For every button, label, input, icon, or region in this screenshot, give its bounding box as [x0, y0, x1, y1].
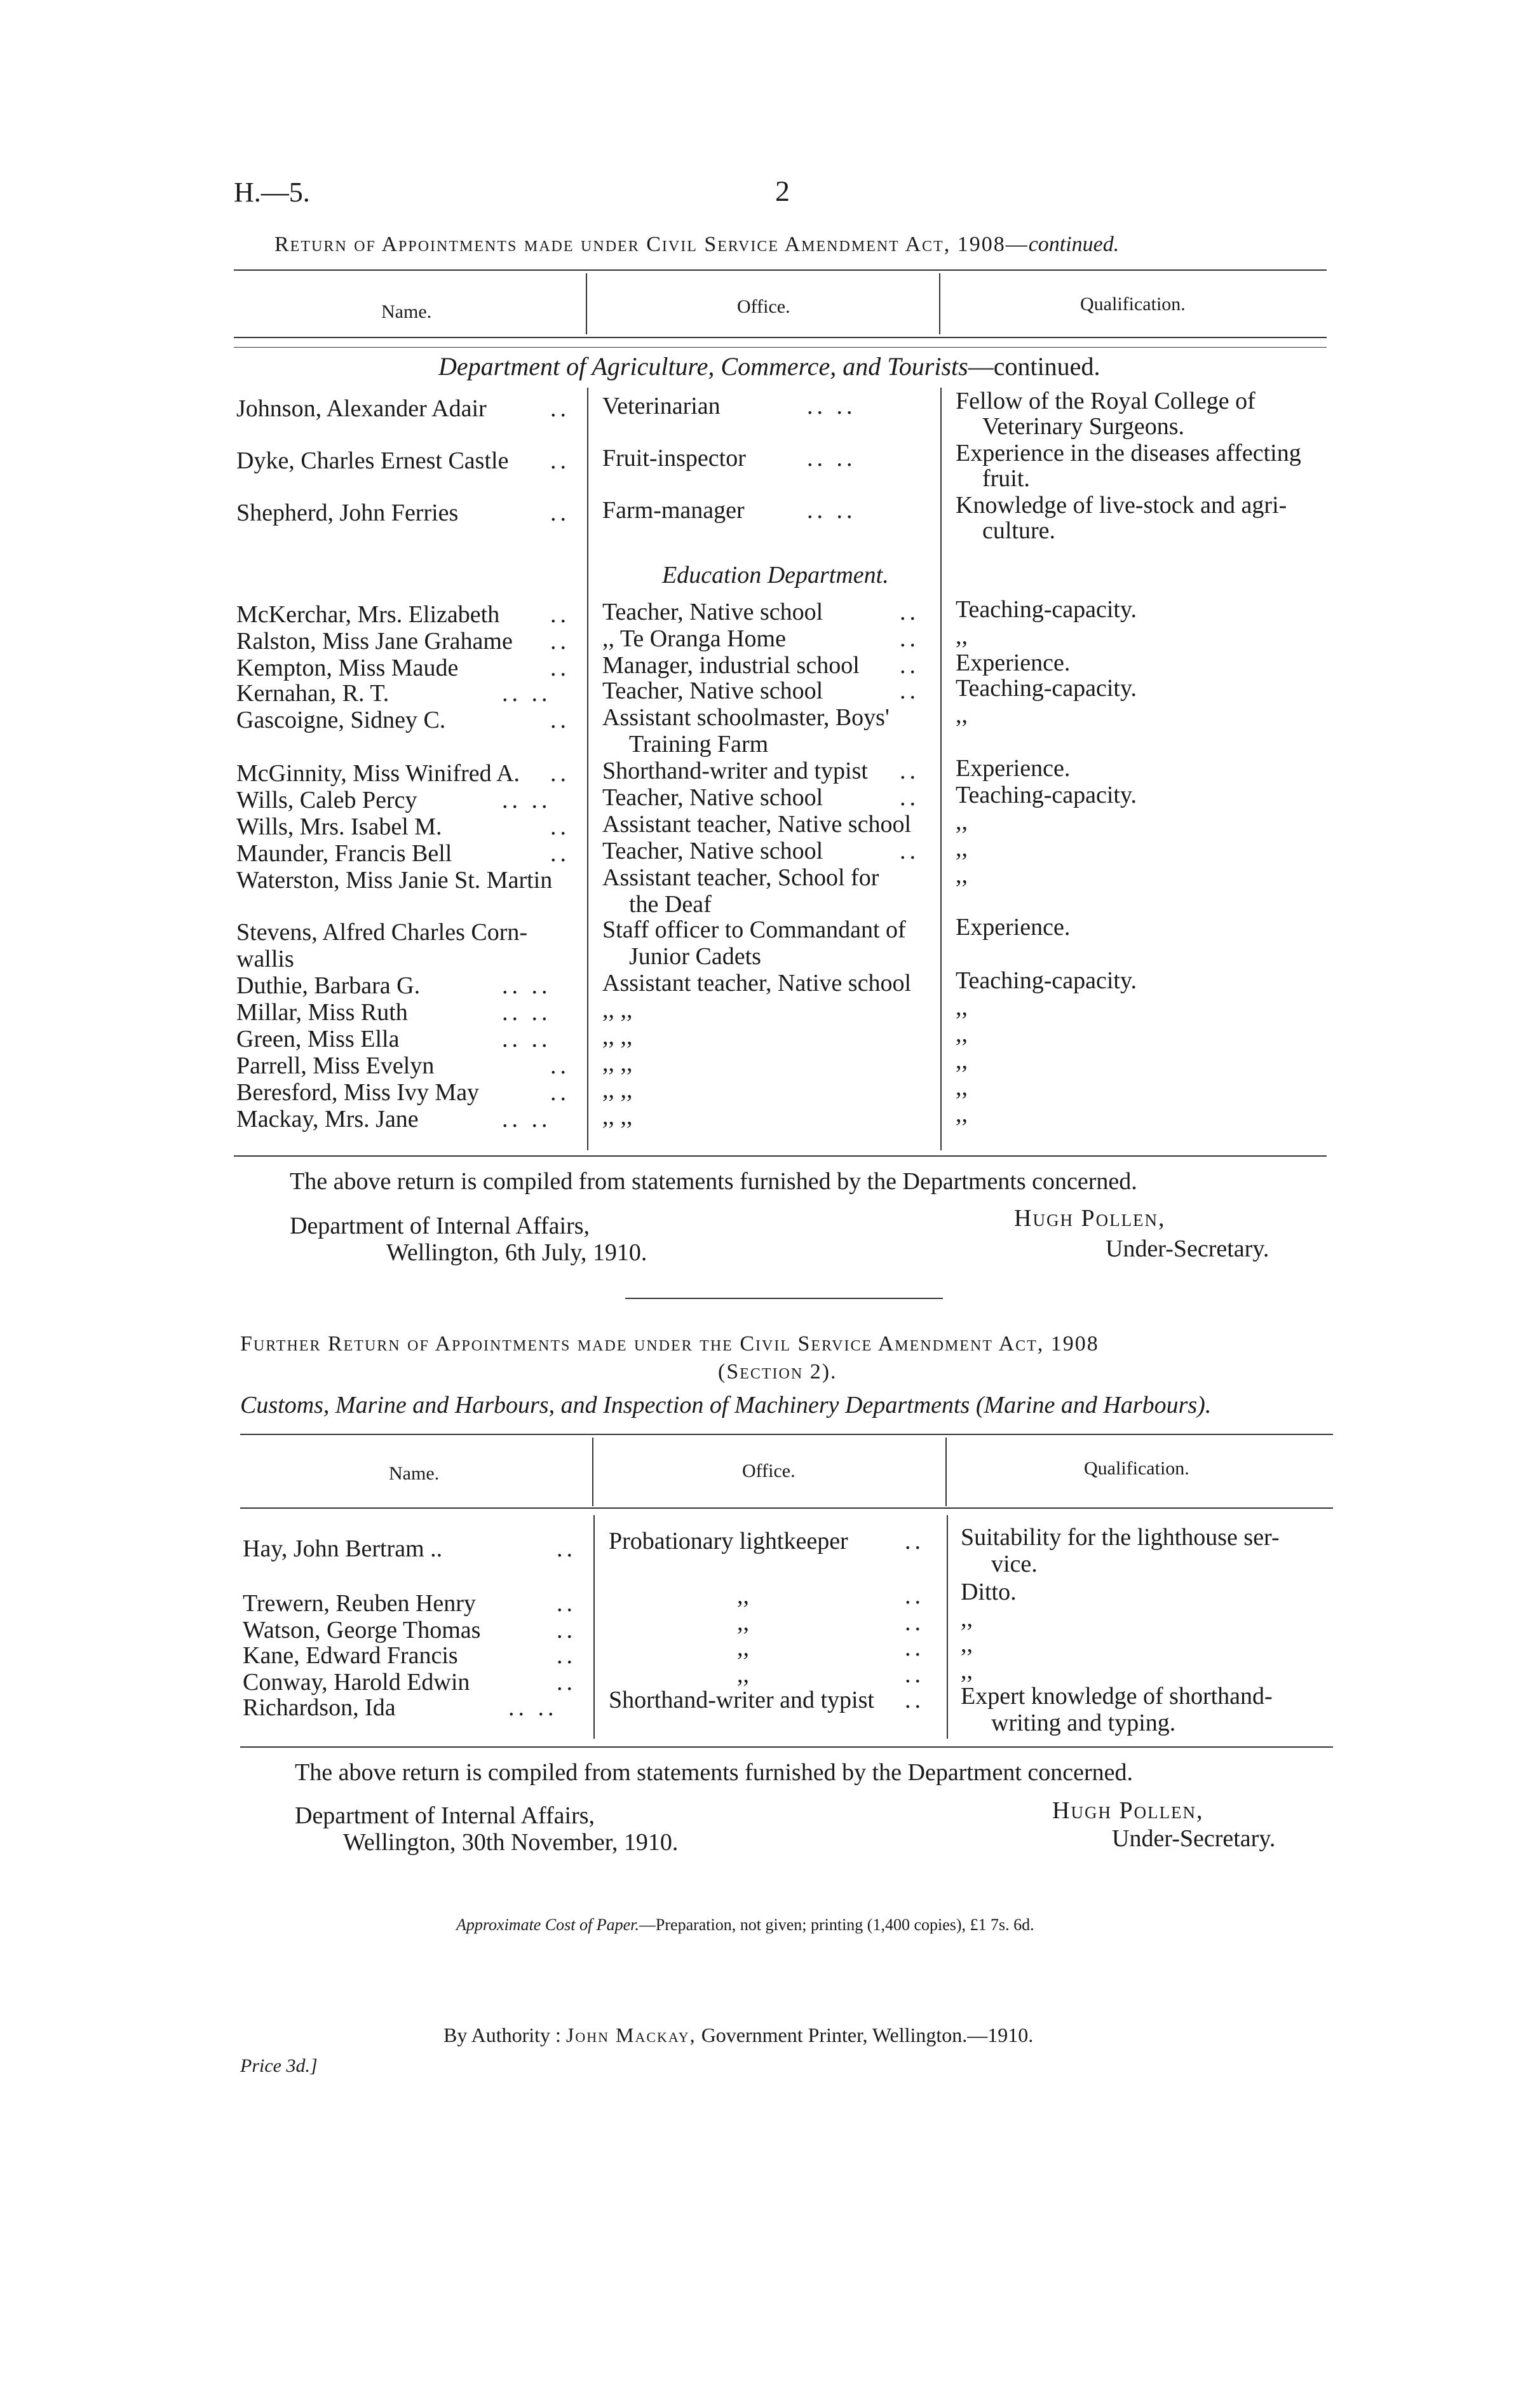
office-dots: .. ..	[807, 445, 856, 472]
name-dots: ..	[550, 1052, 570, 1079]
table1-vrule-h2	[939, 273, 940, 334]
office-dots: .. ..	[807, 497, 856, 524]
row-qual: Experience.	[956, 755, 1071, 782]
table1-rule-bottom	[234, 1155, 1327, 1157]
table1-rule-top	[234, 269, 1327, 271]
office-dots: ..	[900, 652, 919, 679]
office-dots: ..	[900, 599, 919, 625]
row-office: ,, ,,	[602, 1050, 633, 1077]
table2-vrule-1	[593, 1515, 595, 1739]
name-dots: .. ..	[502, 787, 552, 813]
name-dots: ..	[557, 1642, 576, 1669]
row-office: Teacher, Native school	[602, 599, 823, 625]
row-name: McKerchar, Mrs. Elizabeth	[236, 601, 500, 628]
name-dots: .. ..	[502, 680, 552, 707]
row-name: Wills, Mrs. Isabel M.	[236, 813, 442, 840]
table1-title: Return of Appointments made under Civil Service Amendment Act, 1908—continued.	[274, 233, 1120, 256]
table1-signer-title: Under-Secretary.	[1106, 1235, 1269, 1262]
series-code: H.—5.	[234, 177, 310, 208]
row-qual: ,,	[956, 623, 968, 650]
row-name: Shepherd, John Ferries	[236, 500, 459, 526]
table2-dept-line2: Wellington, 30th November, 1910.	[343, 1829, 679, 1856]
row-qual: ,,	[956, 702, 968, 728]
row-name: Gascoigne, Sidney C.	[236, 707, 446, 733]
table2-vrule-h2	[945, 1438, 947, 1506]
name-dots: ..	[550, 395, 570, 422]
row-qual: Ditto.	[961, 1579, 1017, 1605]
price: Price 3d.]	[240, 2055, 318, 2076]
row-name: Duthie, Barbara G.	[236, 972, 421, 999]
row-qual: ,,	[956, 1074, 968, 1101]
row-name: Richardson, Ida	[243, 1694, 396, 1721]
row-qual: Experience.	[956, 650, 1071, 676]
table2-title: Further Return of Appointments made under the Civil Service Amendment Act, 1908	[240, 1332, 1099, 1356]
table2-rule-top	[240, 1434, 1333, 1435]
row-name: Green, Miss Ella	[236, 1026, 400, 1052]
row-name: Conway, Harold Edwin	[243, 1669, 470, 1696]
table2-dept-line1: Department of Internal Affairs,	[295, 1802, 595, 1829]
table1-rule-header2	[234, 347, 1327, 348]
row-office: Staff officer to Commandant of	[602, 916, 906, 943]
office-dots: ..	[905, 1661, 924, 1688]
row-qual: ,,	[956, 994, 968, 1021]
table1-rule-header	[234, 337, 1327, 338]
table2-signer: Hugh Pollen,	[1052, 1797, 1204, 1824]
row-qual: Teaching-capacity.	[956, 782, 1137, 808]
office-dots: ..	[900, 784, 919, 811]
row-qual: ,,	[956, 1047, 968, 1074]
table1-vrule-h1	[586, 273, 587, 334]
office-dots: ..	[905, 1582, 924, 1609]
name-dots: ..	[550, 707, 570, 733]
row-name: Ralston, Miss Jane Grahame	[236, 628, 513, 655]
table1-col-qualification: Qualification.	[1080, 294, 1186, 315]
row-name: McGinnity, Miss Winifred A.	[236, 760, 520, 787]
row-office: Veterinarian	[602, 393, 721, 419]
table2-col-name: Name.	[389, 1463, 440, 1484]
row-qual: ,,	[956, 808, 968, 835]
office-dots: ..	[900, 625, 919, 652]
table2-vrule-h1	[592, 1438, 593, 1506]
row-office-cont: the Deaf	[629, 891, 712, 918]
office-dots: ..	[905, 1528, 924, 1554]
name-dots: ..	[550, 601, 570, 628]
table1-footer-note: The above return is compiled from statements furnished by the Departments concerned.	[290, 1168, 1137, 1195]
name-dots: ..	[557, 1669, 576, 1696]
table2-subtitle: Customs, Marine and Harbours, and Inspection of Machinery Departments (Marine and Harbours).	[240, 1392, 1212, 1418]
row-qual: ,,	[956, 835, 968, 862]
table1-col-office: Office.	[737, 296, 790, 317]
name-dots: ..	[550, 628, 570, 655]
cost-of-paper: Approximate Cost of Paper.—Preparation, not given; printing (1,400 copies), £1 7s. 6d.	[456, 1915, 1034, 1934]
dept-education-heading: Education Department.	[662, 562, 889, 588]
row-qual-cont: Veterinary Surgeons.	[982, 413, 1185, 440]
row-office-cont: Training Farm	[629, 731, 769, 758]
row-office: Assistant teacher, Native school	[602, 811, 912, 838]
row-qual: Experience in the diseases affecting	[956, 440, 1301, 466]
office-dots: ..	[905, 1609, 924, 1636]
row-name: Watson, George Thomas	[243, 1617, 481, 1643]
name-dots: .. ..	[502, 999, 552, 1026]
table1-vrule-2	[940, 388, 942, 1150]
page-number: 2	[775, 175, 790, 207]
imprint: By Authority : John Mackay, Government Printer, Wellington.—1910.	[443, 2024, 1034, 2046]
row-qual: Teaching-capacity.	[956, 967, 1137, 994]
row-name: Millar, Miss Ruth	[236, 999, 408, 1026]
name-dots: ..	[550, 655, 570, 681]
row-office: Farm-manager	[602, 497, 745, 524]
row-qual: Knowledge of live-stock and agri-	[956, 492, 1287, 519]
office-dots: .. ..	[807, 393, 856, 419]
row-name: Maunder, Francis Bell	[236, 840, 452, 867]
row-office: ,,	[737, 1635, 749, 1661]
row-office: ,, ,,	[602, 997, 633, 1023]
row-qual-cont: vice.	[991, 1551, 1038, 1577]
row-office: Assistant schoolmaster, Boys'	[602, 704, 890, 731]
table1-vrule-1	[587, 388, 588, 1150]
row-qual: ,,	[956, 1021, 968, 1047]
row-name: Waterston, Miss Janie St. Martin	[236, 867, 553, 894]
row-qual: ,,	[956, 1101, 968, 1127]
row-name: Parrell, Miss Evelyn	[236, 1052, 435, 1079]
name-dots: .. ..	[502, 972, 552, 999]
row-office: Manager, industrial school	[602, 652, 860, 679]
row-office: ,, Te Oranga Home	[602, 625, 786, 652]
row-qual: Suitability for the lighthouse ser-	[961, 1524, 1280, 1551]
row-qual: ,,	[961, 1631, 973, 1657]
row-qual: Teaching-capacity.	[956, 596, 1137, 623]
name-dots: ..	[550, 447, 570, 474]
row-name: Dyke, Charles Ernest Castle	[236, 447, 509, 474]
row-office-cont: Junior Cadets	[629, 943, 761, 970]
name-dots: ..	[550, 1079, 570, 1106]
row-office: ,,	[737, 1609, 749, 1636]
table2-col-qualification: Qualification.	[1084, 1458, 1189, 1479]
table2-rule-bottom	[240, 1746, 1333, 1748]
name-dots: .. ..	[508, 1694, 558, 1721]
row-office: Shorthand-writer and typist	[602, 758, 868, 784]
office-dots: ..	[900, 838, 919, 864]
table2-signer-title: Under-Secretary.	[1112, 1825, 1276, 1852]
name-dots: ..	[550, 840, 570, 867]
name-dots: ..	[550, 500, 570, 526]
office-dots: ..	[905, 1635, 924, 1661]
table2-vrule-2	[947, 1515, 948, 1739]
name-dots: .. ..	[502, 1106, 552, 1133]
row-qual-cont: fruit.	[982, 465, 1030, 492]
row-office: Probationary lightkeeper	[609, 1528, 848, 1554]
row-qual: Expert knowledge of shorthand-	[961, 1683, 1273, 1710]
name-dots: .. ..	[502, 1026, 552, 1052]
office-dots: ..	[900, 758, 919, 784]
row-qual: Experience.	[956, 914, 1071, 941]
row-office: Assistant teacher, Native school	[602, 970, 912, 997]
table1-signer: Hugh Pollen,	[1014, 1205, 1166, 1232]
row-name: Kane, Edward Francis	[243, 1642, 458, 1669]
row-office: Teacher, Native school	[602, 784, 823, 811]
office-dots: ..	[900, 677, 919, 704]
row-qual: Teaching-capacity.	[956, 675, 1137, 702]
row-qual: ,,	[956, 862, 968, 888]
table2-footer-note: The above return is compiled from statements furnished by the Department concerned.	[295, 1759, 1133, 1786]
row-office: ,, ,,	[602, 1023, 633, 1050]
row-office: ,,	[737, 1582, 749, 1609]
row-qual-cont: writing and typing.	[991, 1710, 1176, 1736]
office-dots: ..	[905, 1687, 924, 1713]
table1-col-name: Name.	[381, 301, 432, 322]
name-dots: ..	[557, 1535, 576, 1562]
row-name: Kernahan, R. T.	[236, 680, 389, 707]
row-qual-cont: culture.	[982, 517, 1056, 544]
name-dots: ..	[557, 1617, 576, 1643]
row-office: Fruit-inspector	[602, 445, 746, 472]
row-qual: ,,	[961, 1657, 973, 1684]
row-name: Wills, Caleb Percy	[236, 787, 417, 813]
table2-rule-header	[240, 1507, 1333, 1509]
row-name: Kempton, Miss Maude	[236, 655, 459, 681]
row-office: Teacher, Native school	[602, 838, 823, 864]
name-dots: ..	[550, 813, 570, 840]
row-name: Beresford, Miss Ivy May	[236, 1079, 480, 1106]
section-divider	[625, 1298, 943, 1299]
row-name: Hay, John Bertram ..	[243, 1535, 443, 1562]
row-qual: ,,	[961, 1605, 973, 1632]
row-qual: Fellow of the Royal College of	[956, 388, 1255, 414]
dept-agriculture-heading: Department of Agriculture, Commerce, and Tourists—continued.	[438, 352, 1100, 381]
row-office: Shorthand-writer and typist	[609, 1687, 874, 1713]
row-office: Assistant teacher, School for	[602, 864, 879, 891]
row-name: Stevens, Alfred Charles Corn-	[236, 919, 528, 946]
row-name-cont: wallis	[236, 946, 294, 972]
name-dots: ..	[550, 760, 570, 787]
row-office: ,, ,,	[602, 1103, 633, 1130]
name-dots: ..	[557, 1590, 576, 1617]
table1-dept-line1: Department of Internal Affairs,	[290, 1213, 590, 1239]
row-office: Teacher, Native school	[602, 677, 823, 704]
table1-dept-line2: Wellington, 6th July, 1910.	[386, 1239, 647, 1266]
row-office: ,,	[737, 1661, 749, 1688]
row-office: ,, ,,	[602, 1077, 633, 1103]
row-name: Johnson, Alexander Adair	[236, 395, 487, 422]
row-name: Mackay, Mrs. Jane	[236, 1106, 419, 1133]
table2-title-section: (Section 2).	[718, 1360, 837, 1384]
row-name: Trewern, Reuben Henry	[243, 1590, 476, 1617]
table2-col-office: Office.	[742, 1460, 795, 1481]
